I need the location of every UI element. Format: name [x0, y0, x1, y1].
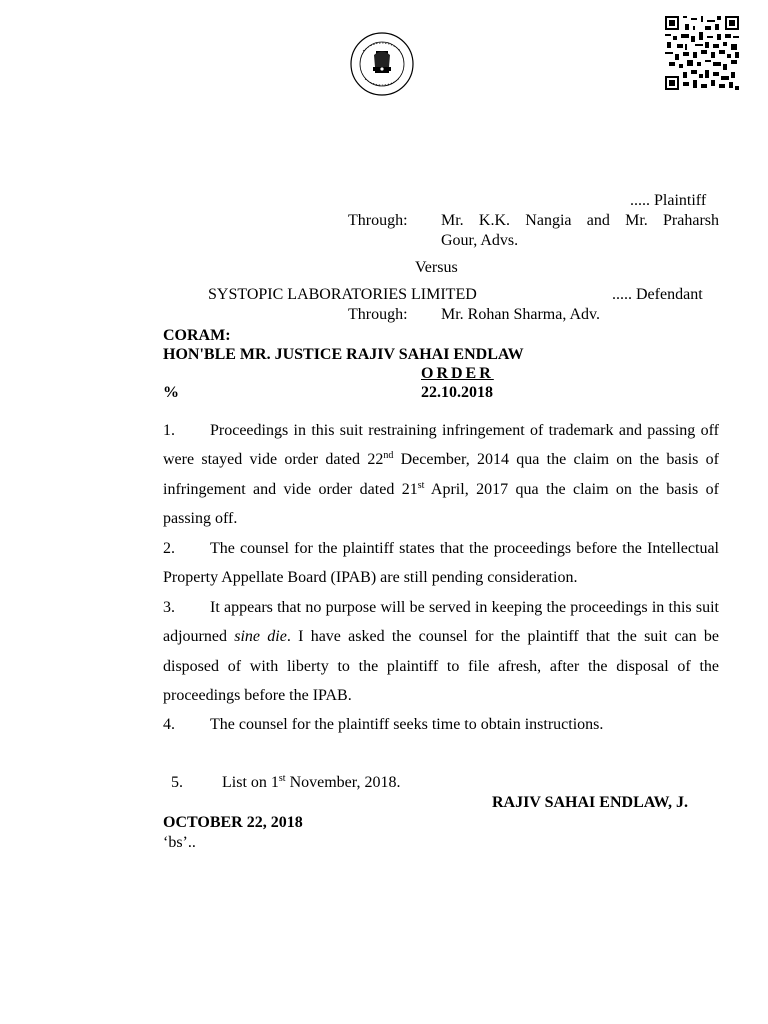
- paragraph-italic: sine die: [234, 628, 287, 646]
- paragraph-text: The counsel for the plaintiff states that the proceedings before the Intellectual Property Appellate Board (IPAB) are still pending consideration.: [163, 540, 719, 587]
- plaintiff-role: ..... Plaintiff: [630, 192, 707, 209]
- defendant-name: SYSTOPIC LABORATORIES LIMITED: [208, 286, 477, 303]
- paragraph-text: Proceedings in this suit restraining infringement of trademark and passing off were stayed vide order dated 22: [163, 422, 719, 469]
- defendant-counsel: Mr. Rohan Sharma, Adv.: [441, 306, 600, 323]
- paragraph-number: 1.: [163, 422, 175, 439]
- court-emblem-icon: [349, 31, 415, 97]
- paragraph-text: The counsel for the plaintiff seeks time to obtain instructions.: [210, 716, 604, 733]
- versus-label: Versus: [415, 259, 458, 276]
- defendant-role: ..... Defendant: [612, 286, 703, 303]
- coram-label: CORAM:: [163, 327, 231, 344]
- coram-judge: HON'BLE MR. JUSTICE RAJIV SAHAI ENDLAW: [163, 346, 524, 363]
- paragraph-1: [163, 416, 719, 533]
- paragraph-number: 3.: [163, 599, 175, 616]
- paragraph-text: List on 1: [218, 774, 279, 792]
- paragraph-number: 4.: [163, 716, 175, 733]
- qr-code-icon: [665, 16, 739, 90]
- qr-code: [665, 16, 739, 90]
- paragraph-text: November, 2018.: [285, 774, 401, 792]
- order-percent: %: [163, 384, 179, 401]
- plaintiff-counsel-cont: Gour, Advs.: [441, 232, 519, 249]
- plaintiff-through-label: Through:: [348, 212, 408, 229]
- order-heading: ORDER: [421, 365, 494, 382]
- paragraph-3: [163, 593, 719, 710]
- court-seal: [349, 31, 415, 97]
- paragraph-text: . I have asked the counsel for the plaintiff that the suit can be disposed of with liberty to the plaintiff to file afresh, after the disposal of the proceedings before the IPAB.: [163, 628, 720, 704]
- paragraph-number: 5.: [171, 774, 183, 792]
- paragraph-4: [163, 710, 719, 739]
- paragraph-5: [163, 739, 719, 798]
- signature-date: OCTOBER 22, 2018: [163, 814, 303, 831]
- paragraph-number: 2.: [163, 540, 175, 557]
- defendant-through-label: Through:: [348, 306, 408, 323]
- superscript: nd: [383, 450, 394, 462]
- plaintiff-counsel: Mr. K.K. Nangia and Mr. Praharsh: [441, 212, 719, 229]
- signature-judge: RAJIV SAHAI ENDLAW, J.: [492, 794, 689, 811]
- signature-initials: ‘bs’..: [163, 834, 196, 851]
- paragraph-text: It appears that no purpose will be served in keeping the proceedings in this suit adjourned: [163, 599, 719, 646]
- superscript: st: [278, 773, 286, 785]
- superscript: st: [417, 479, 425, 491]
- paragraph-2: [163, 534, 719, 593]
- paragraph-text: December, 2014 qua the claim on the basis of infringement and vide order dated 21: [163, 451, 720, 498]
- order-date: 22.10.2018: [421, 384, 493, 401]
- paragraph-text: April, 2017 qua the claim on the basis of passing off.: [163, 480, 720, 527]
